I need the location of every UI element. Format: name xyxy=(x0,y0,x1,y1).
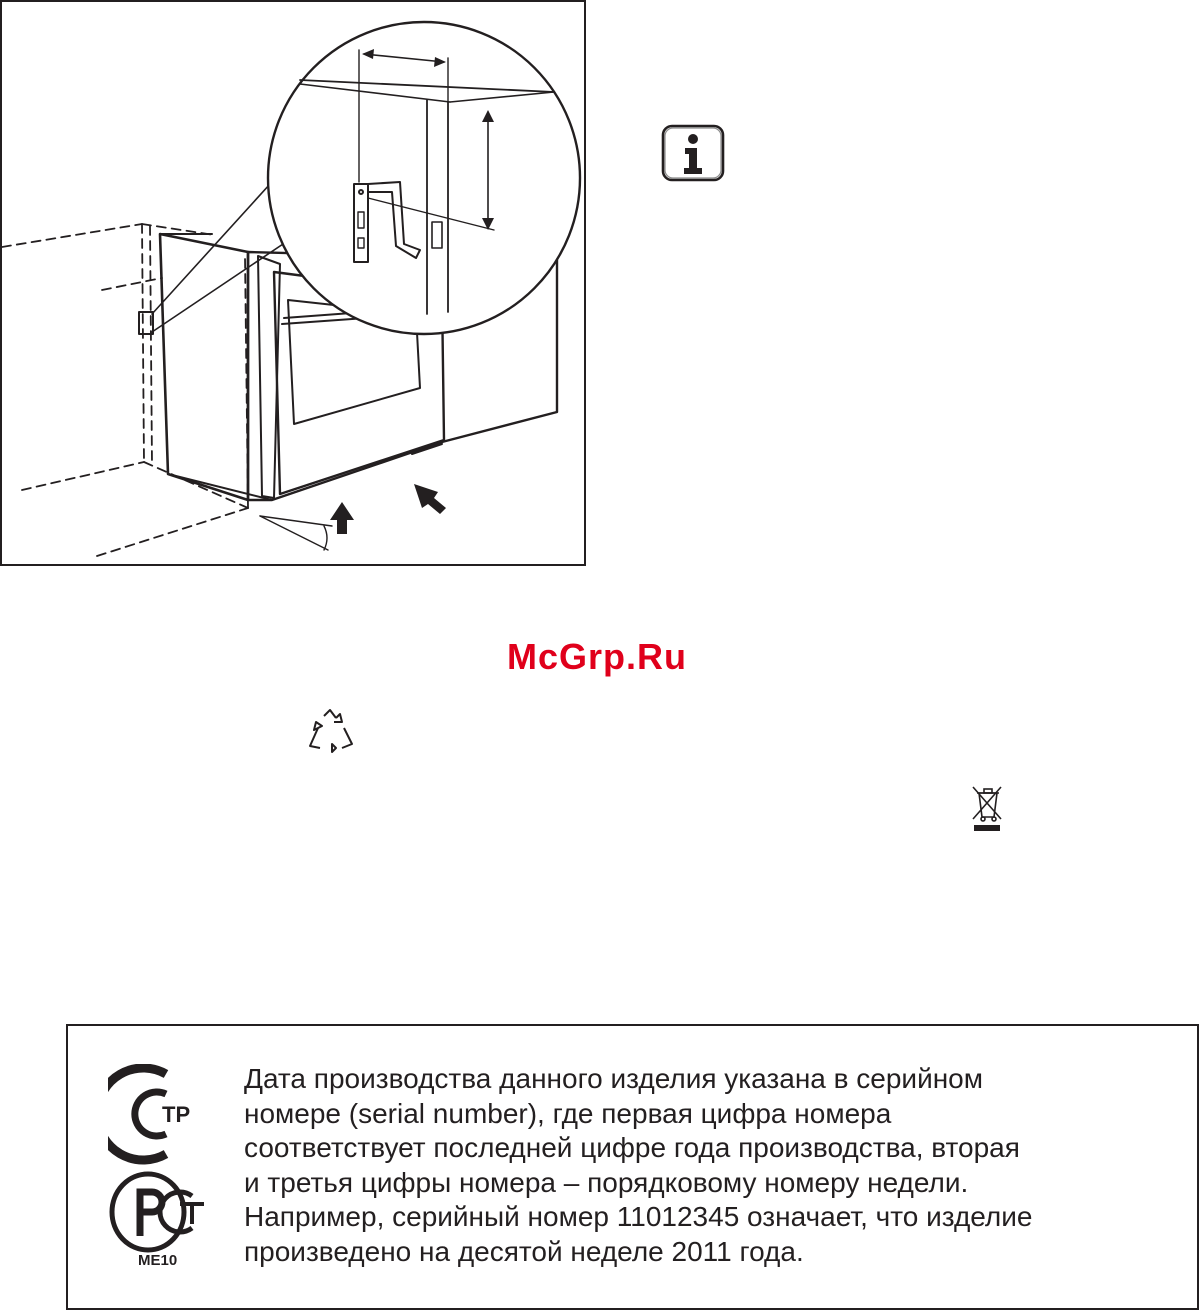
oven-installation-illustration xyxy=(2,2,588,568)
info-icon xyxy=(661,124,725,182)
eac-tr-mark-icon xyxy=(108,1068,190,1160)
certification-text xyxy=(244,1062,1184,1270)
certification-line: Дата производства данного изделия указана в серийном xyxy=(244,1063,983,1094)
recycle-icon xyxy=(306,708,354,754)
certification-line: и третья цифры номера – порядковому номеру недели. xyxy=(244,1166,969,1198)
installation-figure xyxy=(0,0,586,566)
crossed-out-bin-icon xyxy=(969,783,1005,833)
certification-notice xyxy=(66,1024,1199,1310)
certification-line: номере (serial number), где первая цифра номера xyxy=(244,1097,892,1129)
certification-line: соответствует последней цифре года производства, вторая xyxy=(244,1132,1020,1164)
svg-text:ТР: ТР xyxy=(162,1102,191,1127)
mark-code: ME10 xyxy=(138,1252,178,1269)
certification-line: произведено на десятой неделе 2011 года. xyxy=(244,1235,804,1267)
certification-line: Например, серийный номер 11012345 означает, что изделие xyxy=(244,1201,1033,1233)
certification-marks xyxy=(108,1064,208,1284)
watermark-text: McGrp.Ru xyxy=(507,636,688,677)
rst-gost-mark-icon xyxy=(112,1174,204,1250)
